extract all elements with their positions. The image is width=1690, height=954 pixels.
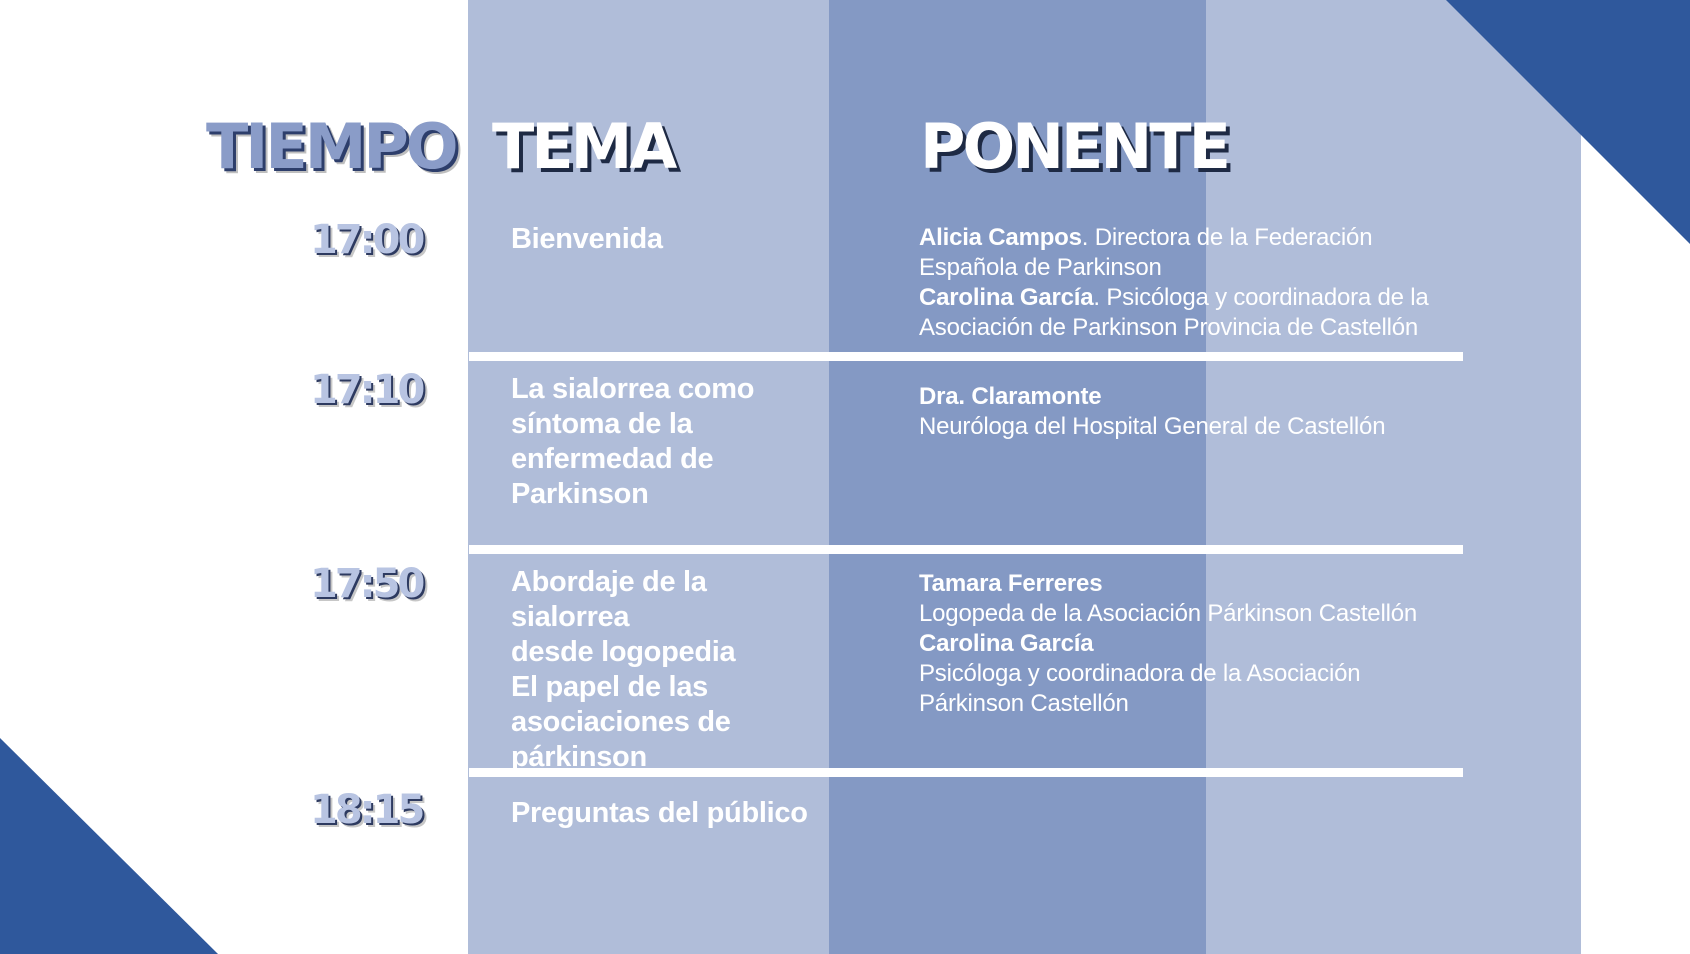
speaker-name: Carolina García [919, 630, 1094, 657]
row-topic [511, 222, 831, 257]
topic-line: Abordaje de la sialorrea [511, 566, 707, 633]
row-divider [469, 545, 1463, 554]
header-topic: TEMA [492, 110, 675, 183]
header-time: TIEMPO [206, 110, 456, 183]
speaker-line [919, 629, 1479, 659]
row-time: 17:50 [310, 561, 423, 607]
header-speaker: PONENTE [920, 110, 1228, 183]
speaker-line [919, 569, 1479, 599]
speaker-line: Alicia Campos. Directora de la Federación [919, 224, 1373, 251]
speaker-name: Alicia Campos [919, 224, 1082, 251]
topic-line: Preguntas del público [511, 797, 808, 829]
topic-line: párkinson [511, 741, 647, 773]
topic-line: enfermedad de [511, 443, 714, 475]
topic-line: desde logopedia [511, 636, 736, 668]
row-topic [511, 372, 831, 512]
speaker-line: Párkinson Castellón [919, 690, 1129, 717]
row-topic [511, 565, 831, 775]
speaker-line: Logopeda de la Asociación Párkinson Castellón [919, 600, 1418, 627]
speaker-name: Carolina García [919, 284, 1094, 311]
row-topic [511, 796, 831, 831]
row-time: 18:15 [310, 787, 423, 833]
speaker-line: Española de Parkinson [919, 254, 1162, 281]
topic-line: Parkinson [511, 478, 649, 510]
speaker-line: Psicóloga y coordinadora de la Asociación [919, 660, 1361, 687]
speaker-name: Tamara Ferreres [919, 570, 1103, 597]
speaker-line: Neuróloga del Hospital General de Castellón [919, 413, 1386, 440]
row-time: 17:10 [310, 367, 423, 413]
row-speaker [919, 382, 1479, 442]
topic-line: El papel de las [511, 671, 708, 703]
corner-triangle-bottom-left [0, 738, 218, 954]
corner-triangle-top-right [1446, 0, 1690, 244]
row-time: 17:00 [310, 217, 423, 263]
speaker-line [919, 382, 1479, 412]
topic-line: Bienvenida [511, 223, 663, 255]
row-speaker [919, 223, 1479, 343]
topic-line: asociaciones de [511, 706, 731, 738]
row-speaker [919, 569, 1479, 719]
speaker-name: Dra. Claramonte [919, 383, 1102, 410]
speaker-line: Asociación de Parkinson Provincia de Castellón [919, 314, 1419, 341]
row-divider [469, 352, 1463, 361]
topic-line: La sialorrea como [511, 373, 755, 405]
topic-line: síntoma de la [511, 408, 693, 440]
speaker-line: Carolina García. Psicóloga y coordinadora de la [919, 284, 1429, 311]
